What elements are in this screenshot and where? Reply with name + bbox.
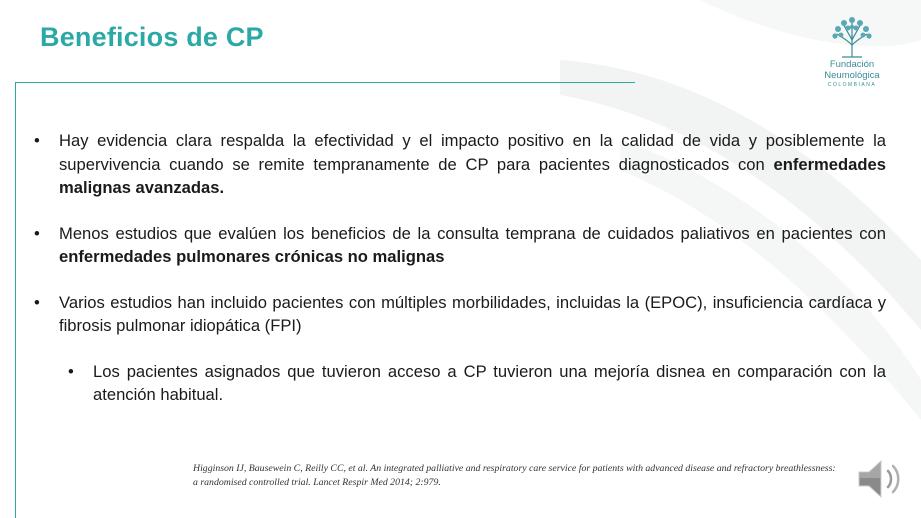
slide-title: Beneficios de CP xyxy=(40,22,264,52)
bullet-text: Hay evidencia clara respalda la efectividad y el impacto positivo en la calidad de vida y posiblemente la supervivencia cuando se remite tempranamente de CP para pacientes diagnosticados con xyxy=(59,131,886,174)
bullet-item xyxy=(34,291,886,338)
bullet-marker: • xyxy=(68,361,74,381)
bullet-text: Varios estudios han incluido pacientes con múltiples morbilidades, incluidas la (EPOC), insuficiencia cardíaca y fibrosis pulmonar idiopática (FPI) xyxy=(59,292,886,335)
bullet-emphasis-text: enfermedades pulmonares crónicas no malignas xyxy=(59,247,445,266)
logo-text-line1: Fundación xyxy=(829,59,875,70)
logo xyxy=(818,15,886,89)
sub-bullet-item xyxy=(68,360,886,407)
logo-text-line3: COLOMBIANA xyxy=(827,82,877,88)
bullet-list xyxy=(34,129,886,429)
tree-logo-icon xyxy=(830,15,874,59)
logo-text-line2: Neumológica xyxy=(824,70,880,81)
bullet-text: Menos estudios que evalúen los beneficios de la consulta temprana de cuidados paliativos en pacientes con xyxy=(59,223,886,243)
speaker-icon[interactable] xyxy=(855,456,905,502)
bullet-marker: • xyxy=(34,131,40,150)
bullet-emphasis-text: enfermedades malignas avanzadas. xyxy=(59,154,886,197)
bullet-text: Los pacientes asignados que tuvieron acceso a CP tuvieron una mejoría disnea en comparación con la atención habitual. xyxy=(93,361,886,404)
bullet-item xyxy=(34,222,886,269)
bullet-marker: • xyxy=(34,292,40,312)
bullet-marker: • xyxy=(34,223,40,243)
reference-citation: Higginson IJ, Bausewein C, Reilly CC, et al. An integrated palliative and respiratory care service for patients with advanced disease and refractory breathlessness: a randomised controlled trial. Lancet Respir Med 2014; 2:979. xyxy=(193,463,836,488)
bullet-item xyxy=(34,129,886,200)
